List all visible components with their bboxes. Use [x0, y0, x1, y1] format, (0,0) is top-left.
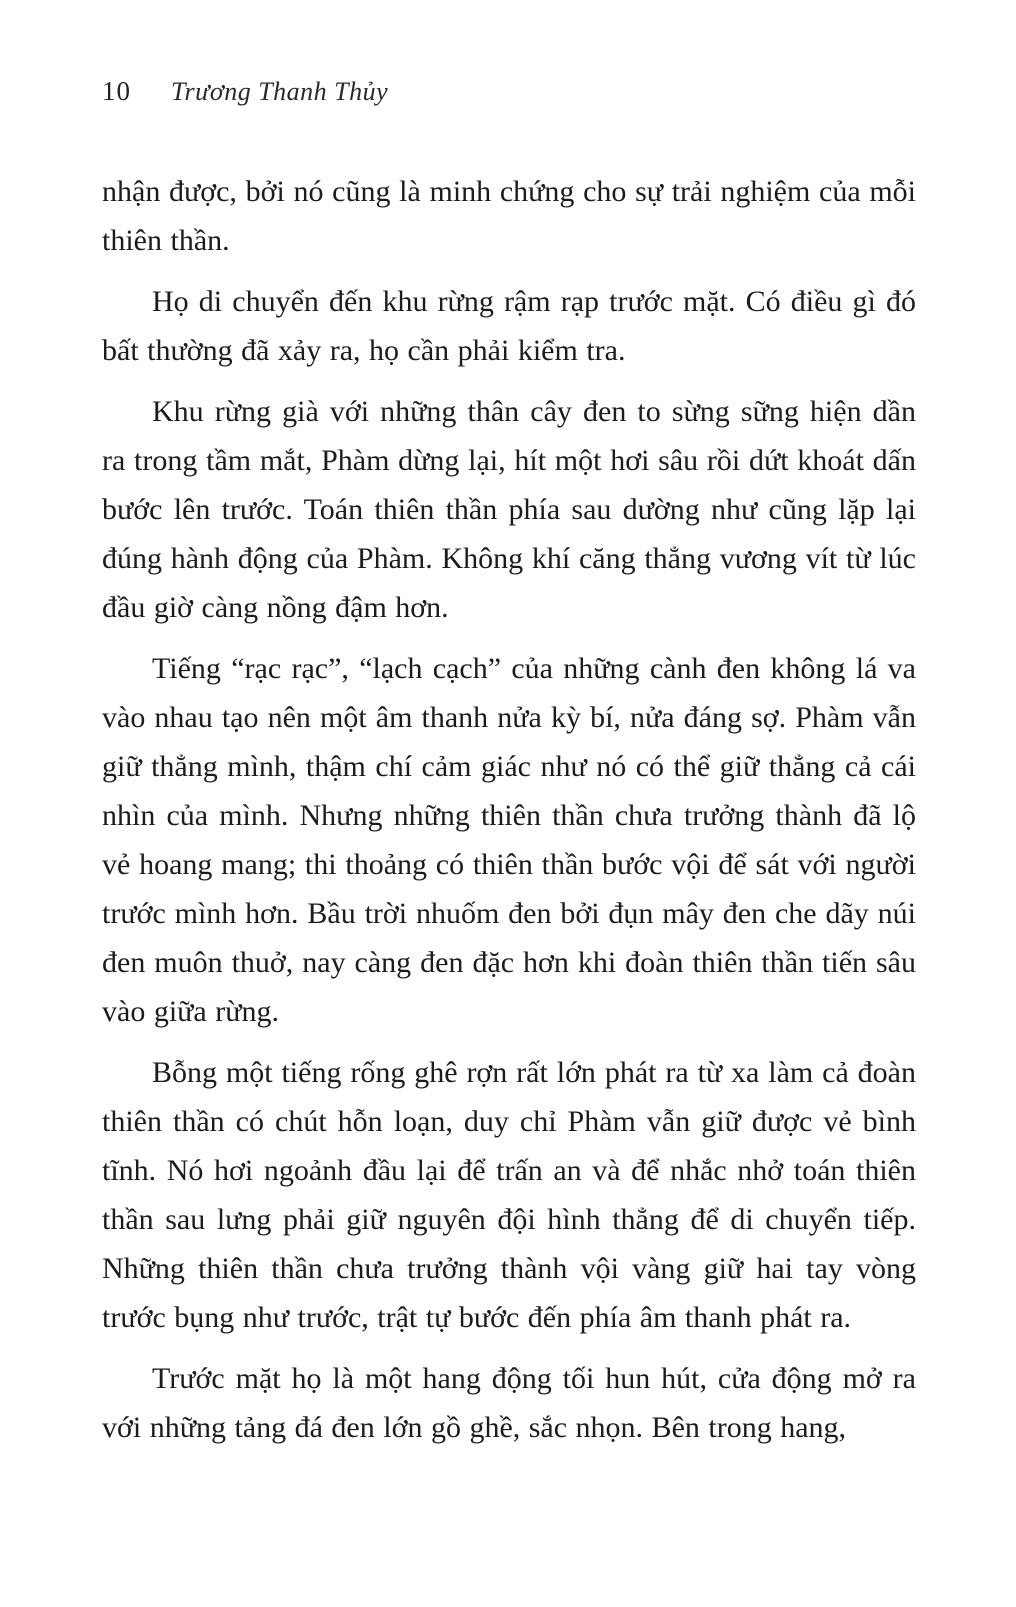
body-text: [102, 167, 916, 1452]
paragraph: Tiếng “rạc rạc”, “lạch cạch” của những cành đen không lá va vào nhau tạo nên một âm thanh nửa kỳ bí, nửa đáng sợ. Phàm vẫn giữ thẳng mình, thậm chí cảm giác như nó có thể giữ thẳng cả cái nhìn của mình. Nhưng những thiên thần chưa trưởng thành đã lộ vẻ hoang mang; thi thoảng có thiên thần bước vội để sát với người trước mình hơn. Bầu trời nhuốm đen bởi đụn mây đen che dãy núi đen muôn thuở, nay càng đen đặc hơn khi đoàn thiên thần tiến sâu vào giữa rừng.: [102, 652, 916, 1028]
paragraph-continued: nhận được, bởi nó cũng là minh chứng cho sự trải nghiệm của mỗi thiên thần.: [102, 175, 916, 257]
page-header: [102, 76, 916, 107]
paragraph: Họ di chuyển đến khu rừng rậm rạp trước mặt. Có điều gì đó bất thường đã xảy ra, họ cần phải kiểm tra.: [102, 285, 916, 367]
paragraph: Khu rừng già với những thân cây đen to sừng sững hiện dần ra trong tầm mắt, Phàm dừng lại, hít một hơi sâu rồi dứt khoát dấn bước lên trước. Toán thiên thần phía sau dường như cũng lặp lại đúng hành động của Phàm. Không khí căng thẳng vương vít từ lúc đầu giờ càng nồng đậm hơn.: [102, 395, 916, 624]
running-head-author: Trương Thanh Thủy: [171, 77, 389, 106]
paragraph-cutoff: Trước mặt họ là một hang động tối hun hút, cửa động mở ra với những tảng đá đen lớn gồ ghề, sắc nhọn. Bên trong hang,: [102, 1362, 916, 1444]
paragraph: Bỗng một tiếng rống ghê rợn rất lớn phát ra từ xa làm cả đoàn thiên thần có chút hỗn loạn, duy chỉ Phàm vẫn giữ được vẻ bình tĩnh. Nó hơi ngoảnh đầu lại để trấn an và để nhắc nhở toán thiên thần sau lưng phải giữ nguyên đội hình thẳng để di chuyển tiếp. Những thiên thần chưa trưởng thành vội vàng giữ hai tay vòng trước bụng như trước, trật tự bước đến phía âm thanh phát ra.: [102, 1056, 916, 1334]
page-number: 10: [102, 76, 131, 106]
